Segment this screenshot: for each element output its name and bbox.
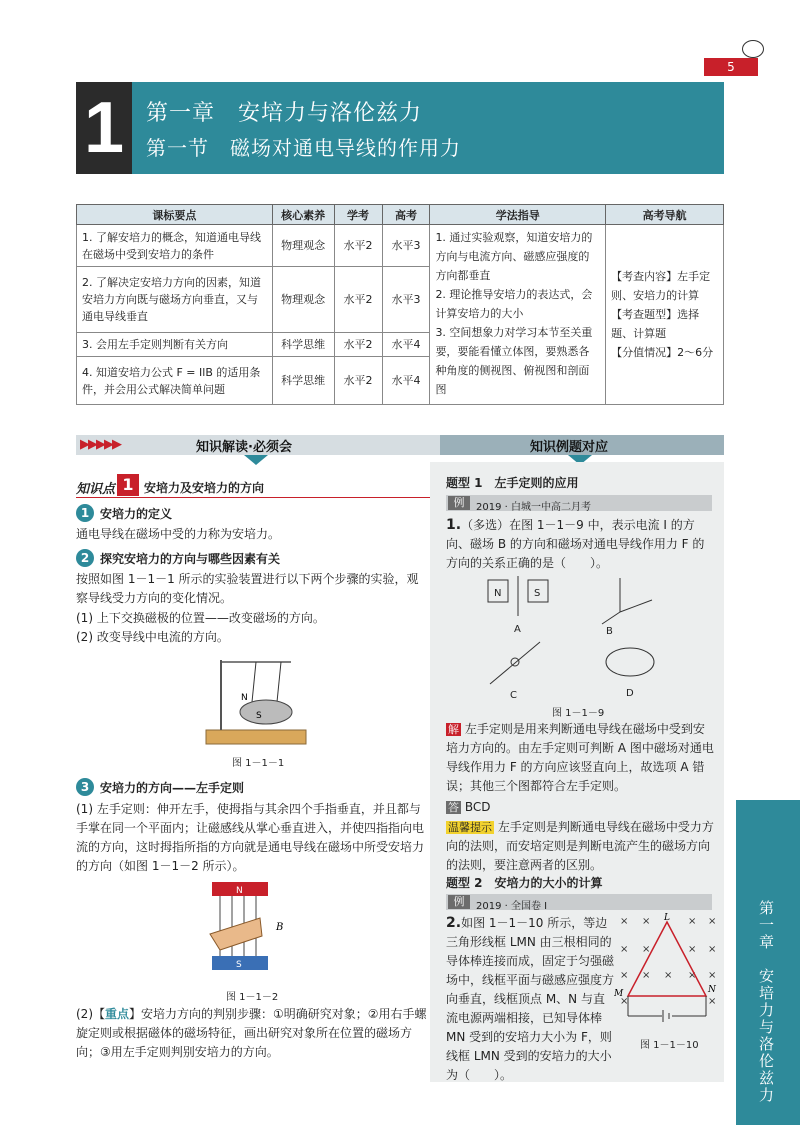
guide-item: 3. 空间想象力对学习本节至关重要，要能看懂立体图，要熟悉各种角度的侧视图、俯视图和剖面图 xyxy=(435,326,593,396)
list-item: (1) 上下交换磁极的位置——改变磁场的方向。 xyxy=(76,611,325,625)
svg-text:×: × xyxy=(642,970,651,981)
table-cell: 水平2 xyxy=(334,225,382,267)
key-prefix: (2)【 xyxy=(76,1007,105,1021)
table-header: 学法指导 xyxy=(430,205,606,225)
knowledge-point-label: 知识点 xyxy=(76,482,116,497)
chapter-number: 1 xyxy=(76,82,132,174)
svg-text:×: × xyxy=(688,970,697,981)
solution-text: 左手定则是用来判断通电导线在磁场中受到安培力方向的。由左手定则可判断 A 图中磁场对通电导线作用力 F 的方向应该竖直向上，故选项 A 错误；其他三个图都符合左手定则。 xyxy=(446,722,714,793)
table-row xyxy=(77,225,724,267)
table-cell: 水平4 xyxy=(382,333,430,357)
subsection-title: 探究安培力的方向与哪些因素有关 xyxy=(100,552,281,566)
subsection-title: 安培力的定义 xyxy=(100,507,173,521)
svg-text:×: × xyxy=(620,916,629,927)
svg-text:×: × xyxy=(620,970,629,981)
force-direction-figure xyxy=(470,572,690,702)
table-cell: 水平2 xyxy=(334,357,382,405)
paragraph: 通电导线在磁场中受的力称为安培力。 xyxy=(76,527,281,541)
experiment-apparatus-figure xyxy=(196,650,316,750)
table-header: 核心素养 xyxy=(272,205,334,225)
svg-text:L: L xyxy=(664,913,670,923)
knowledge-point-number: 1 xyxy=(117,474,139,496)
tip xyxy=(446,818,714,875)
nav-item: 【分值情况】2～6分 xyxy=(611,346,714,359)
svg-text:×: × xyxy=(642,944,651,955)
example-source: 2019 · 全国卷 I xyxy=(476,901,548,912)
svg-text:S: S xyxy=(236,960,242,970)
arrow-decoration-icon: ▶▶▶▶▶ xyxy=(80,437,120,452)
table-cell: 1. 了解安培力的概念，知道通电导线在磁场中受到安培力的条件 xyxy=(77,225,273,267)
triangle-frame-figure xyxy=(614,912,720,1030)
svg-text:×: × xyxy=(688,944,697,955)
answer-text: BCD xyxy=(464,800,491,814)
svg-text:S: S xyxy=(256,711,262,721)
table-cell: 科学思维 xyxy=(272,357,334,405)
table-cell: 水平2 xyxy=(334,267,382,333)
table-header: 高考 xyxy=(382,205,430,225)
nav-item: 【考查题型】选择题、计算题 xyxy=(611,308,700,340)
question-number: 2. xyxy=(446,915,462,931)
paragraph: (1) 左手定则：伸开左手，使拇指与其余四个手指垂直，并且都与手掌在同一个平面内；让磁感线从掌心垂直进入，并使四指指向电流的方向，这时拇指所指的方向就是通电导线在磁场中所受安培力的方向（如图 1－1－2 所示）。 xyxy=(76,802,425,873)
table-cell: 物理观念 xyxy=(272,225,334,267)
key-body: 安培力方向的判别步骤：①明确研究对象；②用右手螺旋定则或根据磁体的磁场特征，画出研究对象所在位置的磁场方向；③用左手定则判别安培力的方向。 xyxy=(76,1007,427,1059)
svg-text:N: N xyxy=(236,886,243,896)
svg-text:×: × xyxy=(688,916,697,927)
svg-text:M: M xyxy=(614,989,624,999)
paragraph: 按照如图 1－1－1 所示的实验装置进行以下两个步骤的实验，观察导线受力方向的变化情况。 xyxy=(76,572,419,605)
left-hand-rule-figure xyxy=(200,878,296,978)
table-header: 学考 xyxy=(334,205,382,225)
subsection-title: 安培力的方向——左手定则 xyxy=(100,781,245,795)
guide-item: 1. 通过实验观察，知道安培力的方向与电流方向、磁感应强度的方向都垂直 xyxy=(435,231,593,282)
figure-label: B xyxy=(606,626,613,637)
svg-text:S: S xyxy=(534,588,541,599)
table-cell: 水平3 xyxy=(382,267,430,333)
question-type-title: 题型 1 左手定则的应用 xyxy=(446,476,579,490)
svg-text:B: B xyxy=(276,922,284,933)
step-number-icon: 2 xyxy=(76,549,94,567)
svg-text:×: × xyxy=(620,996,629,1007)
table-cell: 3. 会用左手定则判断有关方向 xyxy=(77,333,273,357)
study-guide-cell xyxy=(430,225,606,405)
guide-item: 2. 理论推导安培力的表达式，会计算安培力的大小 xyxy=(435,288,593,320)
section-title: 第一节 磁场对通电导线的作用力 xyxy=(146,136,461,160)
key-label: 重点 xyxy=(105,1007,130,1021)
nav-item: 【考查内容】左手定则、安培力的计算 xyxy=(611,270,711,302)
table-header: 高考导航 xyxy=(606,205,724,225)
example-tag: 例 xyxy=(448,895,470,909)
examples-bar-title: 知识例题对应 xyxy=(530,440,609,455)
figure-caption: 图 1－1－2 xyxy=(226,992,279,1003)
svg-text:N: N xyxy=(708,985,716,995)
solution-tag: 解 xyxy=(448,723,459,736)
question-body: 如图 1－1－10 所示，等边三角形线框 LMN 由三根相同的导体棒连接而成，固定于匀强磁场中，线框平面与磁感应强度方向垂直，线框顶点 M、N 与直流电源两端相接，已知导体棒 MN 受到的安培力大小为 F，则线框 LMN 受到的安培力的大小为（ ）。 xyxy=(446,916,615,1082)
solution xyxy=(446,720,714,796)
figure-caption: 图 1－1－9 xyxy=(552,708,605,719)
svg-text:×: × xyxy=(664,970,673,981)
divider xyxy=(76,497,430,498)
table-cell: 水平2 xyxy=(334,333,382,357)
svg-text:×: × xyxy=(708,970,717,981)
svg-text:×: × xyxy=(620,944,629,955)
page-number: 5 xyxy=(704,58,758,76)
svg-text:×: × xyxy=(708,944,717,955)
example-source: 2019 · 白城一中高二月考 xyxy=(476,502,591,513)
chapter-title: 第一章 安培力与洛伦兹力 xyxy=(146,101,423,126)
knowledge-point-title: 安培力及安培力的方向 xyxy=(144,481,265,495)
question-number: 1. xyxy=(446,517,462,533)
svg-text:×: × xyxy=(708,996,717,1007)
table-cell: 4. 知道安培力公式 F = IlB 的适用条件，并会用公式解决简单问题 xyxy=(77,357,273,405)
question-text xyxy=(446,516,714,573)
table-cell: 2. 了解决定安培力方向的因素，知道安培力方向既与磁场方向垂直，又与通电导线垂直 xyxy=(77,267,273,333)
table-cell: 水平4 xyxy=(382,357,430,405)
chapter-side-text: 第一章 安培力与洛伦兹力 xyxy=(757,900,775,1104)
example-tag: 例 xyxy=(448,496,470,510)
exam-nav-cell xyxy=(606,225,724,405)
question-body: （多选）在图 1－1－9 中，表示电流 I 的方向、磁场 B 的方向和磁场对通电导线作用力 F 的方向的关系正确的是（ ）。 xyxy=(446,518,705,570)
key-point-paragraph xyxy=(76,1005,430,1062)
table-cell: 水平3 xyxy=(382,225,430,267)
figure-label: C xyxy=(510,690,517,701)
table-cell: 科学思维 xyxy=(272,333,334,357)
key-suffix: 】 xyxy=(129,1007,142,1021)
step-number-icon: 3 xyxy=(76,778,94,796)
tip-text: 左手定则是判断通电导线在磁场中受力方向的法则，而安培定则是判断电流产生的磁场方向的法则，要注意两者的区别。 xyxy=(446,820,714,872)
figure-caption: 图 1－1－10 xyxy=(640,1040,699,1051)
svg-text:N: N xyxy=(241,693,248,703)
svg-text:×: × xyxy=(642,916,651,927)
list-item: (2) 改变导线中电流的方向。 xyxy=(76,630,229,644)
table-cell: 物理观念 xyxy=(272,267,334,333)
svg-text:×: × xyxy=(708,916,717,927)
knowledge-bar-title: 知识解读·必须会 xyxy=(196,440,292,455)
down-triangle-icon xyxy=(244,455,268,465)
answer-tag: 答 xyxy=(448,801,459,814)
question-text xyxy=(446,914,614,1085)
step-number-icon: 1 xyxy=(76,504,94,522)
figure-caption: 图 1－1－1 xyxy=(232,758,285,769)
requirements-table xyxy=(76,204,724,405)
question-type-title: 题型 2 安培力的大小的计算 xyxy=(446,876,603,890)
svg-text:N: N xyxy=(494,588,502,599)
figure-label: D xyxy=(626,688,634,699)
table-header: 课标要点 xyxy=(77,205,273,225)
tip-tag: 温馨提示 xyxy=(448,821,492,834)
lightbulb-icon xyxy=(742,40,764,58)
figure-label: A xyxy=(514,624,521,635)
answer xyxy=(446,798,490,817)
